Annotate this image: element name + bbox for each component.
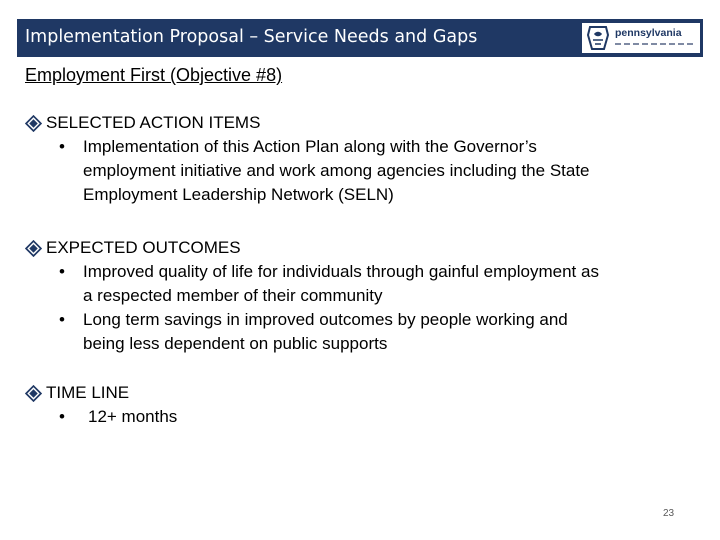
diamond-bullet-icon — [25, 115, 42, 132]
bullet-line: 12+ months — [88, 407, 178, 426]
keystone-icon — [587, 26, 609, 50]
slide-title: Implementation Proposal – Service Needs and Gaps — [25, 27, 478, 47]
bullet-line: Implementation of this Action Plan along with the Governor’s — [83, 137, 537, 156]
bullet-dot-icon: • — [59, 310, 65, 329]
bullet-line: a respected member of their community — [83, 286, 383, 305]
section-time-line — [25, 381, 705, 429]
logo-wordmark: pennsylvania — [615, 27, 682, 39]
bullet-line: Employment Leadership Network (SELN) — [83, 185, 394, 204]
bullet-line: employment initiative and work among agencies including the State — [83, 161, 590, 180]
section-selected-action-items — [25, 111, 705, 207]
bullet-line: Long term savings in improved outcomes by people working and — [83, 310, 568, 329]
list-item — [25, 260, 705, 308]
bullet-line: Improved quality of life for individuals through gainful employment as — [83, 262, 599, 281]
list-item — [25, 135, 705, 207]
section-heading: SELECTED ACTION ITEMS — [46, 113, 261, 132]
page-number: 23 — [663, 508, 675, 519]
pennsylvania-logo — [582, 23, 700, 53]
diamond-bullet-icon — [25, 240, 42, 257]
section-expected-outcomes — [25, 236, 705, 356]
diamond-bullet-icon — [25, 385, 42, 402]
list-item — [25, 308, 705, 356]
section-heading: TIME LINE — [46, 383, 130, 402]
list-item — [25, 405, 705, 429]
logo-tagline-line — [615, 43, 695, 45]
bullet-dot-icon: • — [59, 407, 65, 426]
section-subtitle: Employment First (Objective #8) — [25, 65, 283, 85]
bullet-dot-icon: • — [59, 262, 65, 281]
header-bar — [17, 19, 703, 57]
bullet-dot-icon: • — [59, 137, 65, 156]
bullet-line: being less dependent on public supports — [83, 334, 388, 353]
section-heading: EXPECTED OUTCOMES — [46, 238, 241, 257]
